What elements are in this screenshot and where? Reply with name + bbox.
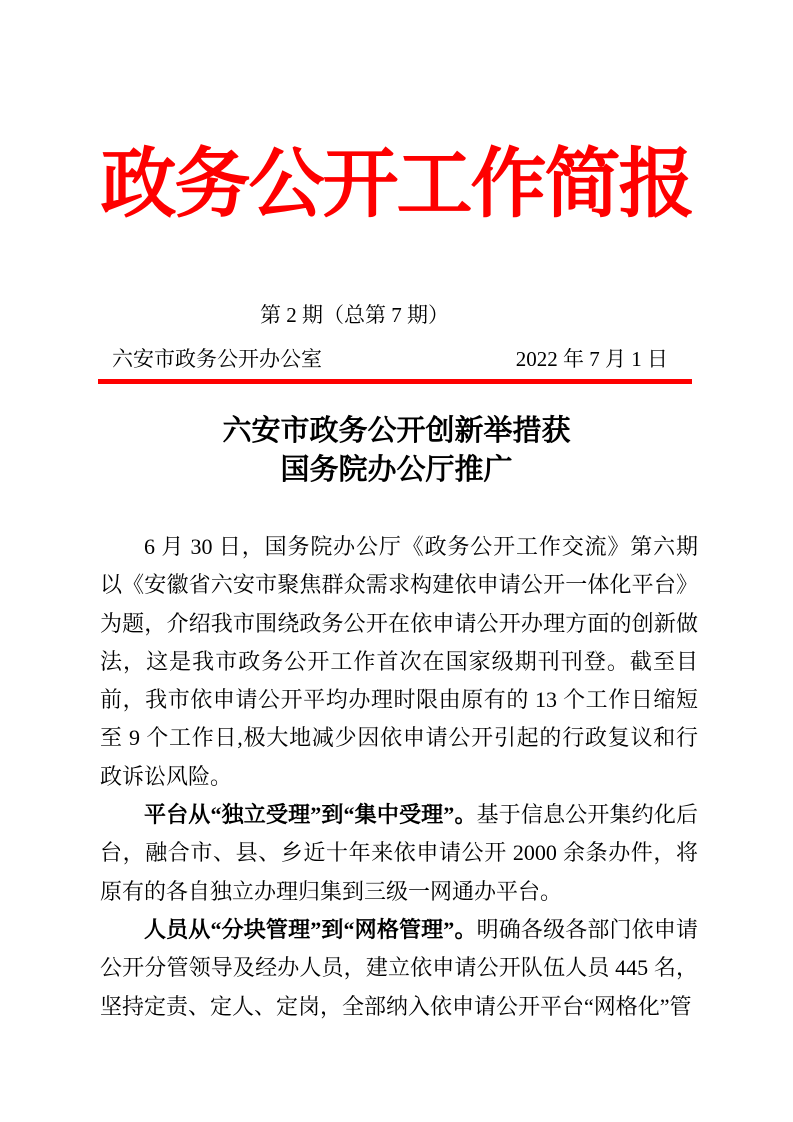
article-title-line2: 国务院办公厅推广 [280,454,513,486]
paragraph [100,796,698,911]
paragraph-text: 明确各级各部门依申请公开分管领导及经办人员，建立依申请公开队伍人员 445 名，坚持定责、定人、定岗，全部纳入依申请公开平台“网格化”管 [100,916,698,1019]
paragraph-lead-bold: 人员从“分块管理”到“网格管理”。 [144,916,477,942]
paragraph-text: 6 月 30 日，国务院办公厅《政务公开工作交流》第六期以《安徽省六安市聚焦群众需求构建依申请公开一体化平台》为题，介绍我市围绕政务公开在依申请公开办理方面的创新做法，这是我市政务公开工作首次在国家级期刊刊登。截至目前，我市依申请公开平均办理时限由原有的 13 个工作日缩短至 9 个工作日,极大地减少因依申请公开引起的行政复议和行政诉讼风险。 [100,534,698,789]
article-title-line1: 六安市政务公开创新举措获 [222,415,571,447]
office-date-row [98,344,692,374]
paragraph [100,528,698,796]
paragraph-lead-bold: 平台从“独立受理”到“集中受理”。 [144,802,477,828]
article-title [0,412,793,490]
issue-date: 2022 年 7 月 1 日 [515,347,668,371]
paragraph [100,911,698,1026]
paragraph-text: 基于信息公开集约化后台，融合市、县、乡近十年来依申请公开 2000 余条办件，将原有的各自独立办理归集到三级一网通办平台。 [100,802,698,904]
masthead-title: 政务公开工作简报 [100,143,693,227]
issue-number: 第 2 期（总第 7 期） [260,303,449,327]
issuing-office: 六安市政务公开办公室 [112,347,322,371]
divider-rule [98,379,692,384]
article-body [100,528,698,1026]
